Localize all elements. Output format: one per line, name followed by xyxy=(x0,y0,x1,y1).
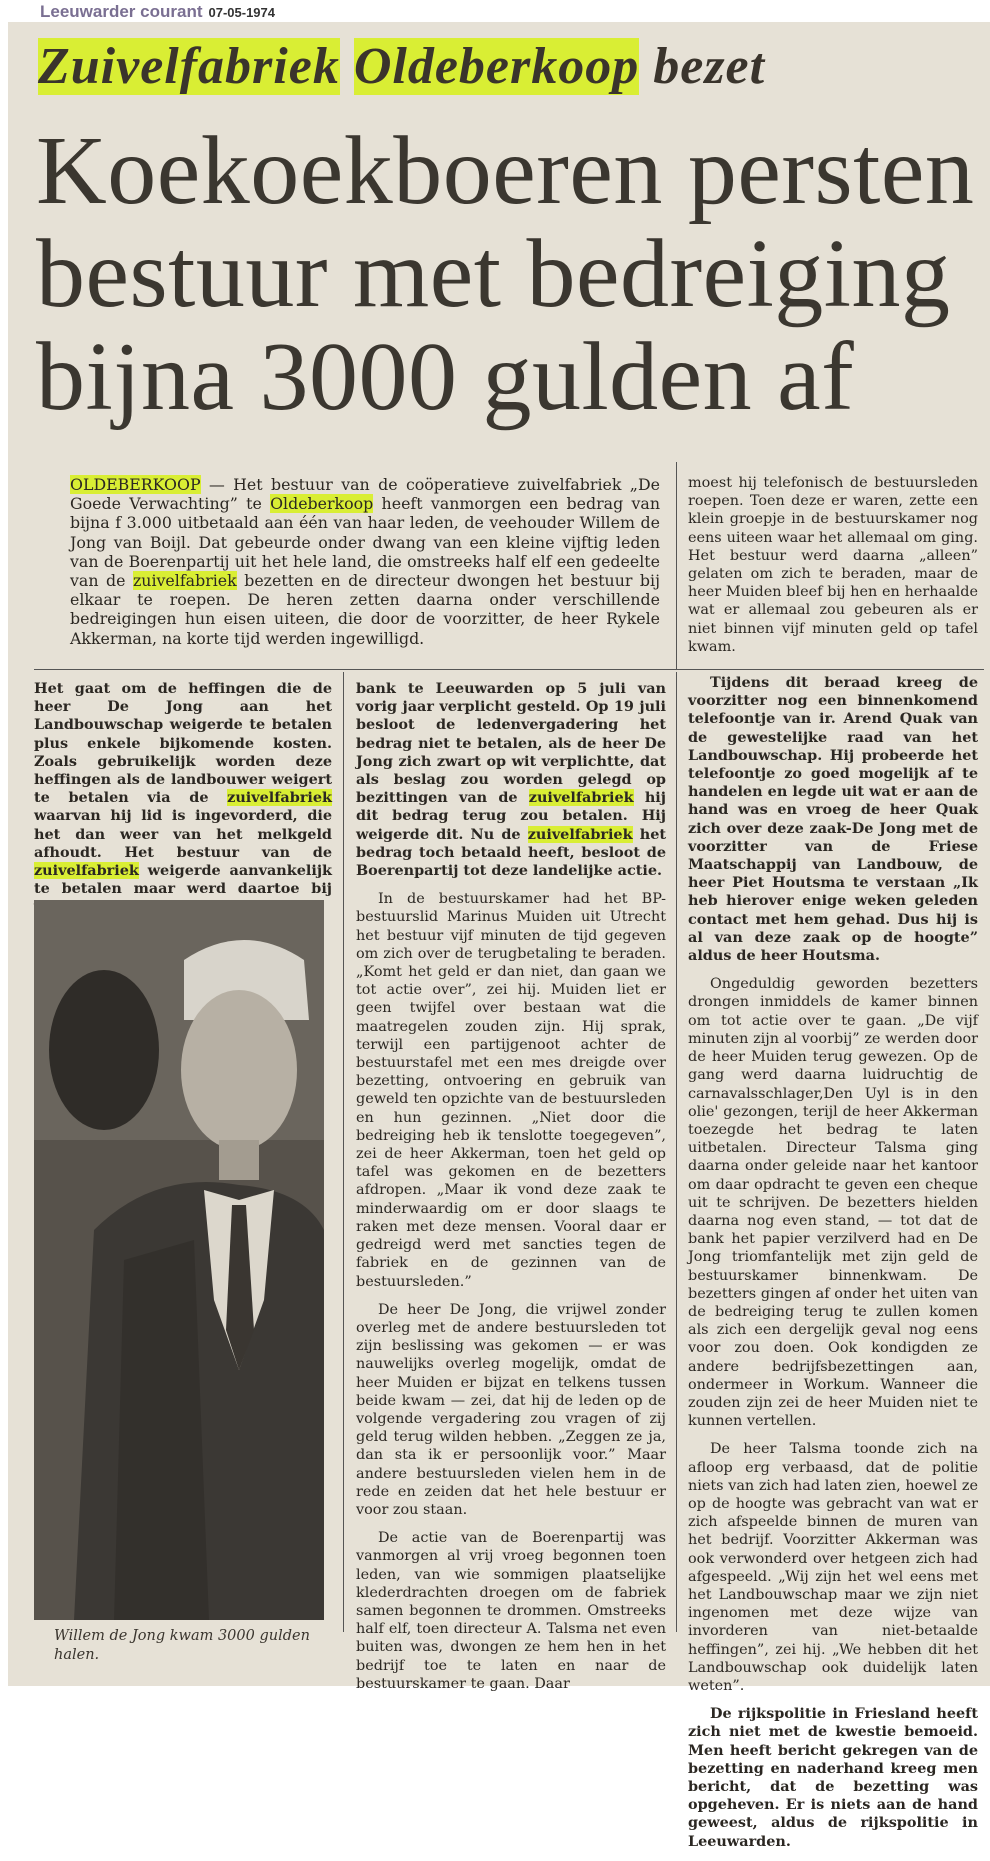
article-paragraph: Ongeduldig geworden bezetters drongen inmiddels de kamer binnen om tot actie over te gaan. „De vijf minuten zijn al voorbij” ze werden door de heer Muiden terug gewezen. Op de gang werd daarna luidruchtig de carnavalsschlager,Den Uyl is in den olie' gezongen, terijl de heer Akkerman toezegde het bedrag te laten uitbetalen. Directeur Talsma ging daarna onder geleide naar het kantoor om daar opdracht te geven een cheque uit te schrijven. De bezetters hielden daarna nog even stand, — tot dat de bank het papier verzilverd had en De Jong triomfantelijk met zijn geld de bestuurskamer binnenkwam. De bezetters gingen af onder het uiten van de bedreiging terug te zullen komen als zich een dergelijk geval nog eens voor zou doen. Ook kondigden ze andere bedrijfsbezettingen aan, ondermeer in Workum. Wanneer die zouden zijn zei de heer Muiden niet te kunnen vertellen. xyxy=(688,976,978,1430)
article-paragraph: moest hij telefonisch de bestuursleden roepen. Toen deze er waren, zette een klein groepje in de bestuurskamer nog eens uiteen waar het allemaal om ging. Het bestuur werd daarna „alleen” gelaten om zich te beraden, maar de heer Muiden bleef bij hen en herhaalde wat er allemaal zou gebeuren als er niet binnen vijf minuten geld op tafel kwam. xyxy=(688,475,978,655)
intro-text: bezetten en de directeur dwongen het bestuur bij elkaar te roepen. De heren zetten daarna onder verschillende bedreigingen hun eisen uiteen, die door de voorzitter, de heer Rykele Akkerman, na korte tijd werden ingewilligd. xyxy=(70,571,660,648)
highlighted-term: zuivelfabriek xyxy=(527,825,633,843)
dateline: OLDEBERKOOP xyxy=(70,475,201,494)
article-paragraph: De heer De Jong, die vrijwel zonder overleg met de andere bestuursleden tot zijn beslissing was gekomen — er was nauwelijks overleg mogelijk, omdat de heer Muiden er bijzat en telkens tussen beide kwam — zei, dat hij de leden op de volgende vergadering zou vragen of zij geld terug wilden hebben. „Zeggen ze ja, dan sta ik er persoonlijk voor.” Maar andere bestuursleden vielen hem in de rede en zeiden dat het hele bestuur er voor zou staan. xyxy=(356,1301,666,1518)
highlighted-term: zuivelfabriek xyxy=(227,789,332,807)
newspaper-clipping xyxy=(8,22,990,1850)
publication-date: 07-05-1974 xyxy=(208,5,275,20)
intro-text: heeft vanmorgen een bedrag van bijna f 3.000 uitbetaald aan één van haar leden, de veehouder Willem de Jong van Boijl. Dat gebeurde onder dwang van een kleine vijftig leden van de Boerenpartij uit het hele land, die omstreeks half elf een gedeelte van de xyxy=(70,494,660,591)
highlighted-term: zuivelfabriek xyxy=(528,789,634,807)
column-1-lead xyxy=(34,680,332,917)
highlighted-term: zuivelfabriek xyxy=(132,571,237,591)
column-3 xyxy=(688,474,978,1861)
masthead xyxy=(40,2,275,22)
main-headline xyxy=(36,117,976,431)
article-paragraph: In de bestuurskamer had het BP-bestuurslid Marinus Muiden uit Utrecht het bestuur vijf minuten de tijd gegeven om zich over de terugbetaling te beraden. „Komt het geld er dan niet, dan gaan we tot actie over”, zei hij. Muiden liet er geen twijfel over bestaan wat die maatregelen zouden zijn. Hij sprak, terwijl een partijgenoot achter de bestuurstafel met een mes dreigde over bezetting, ontvoering en gebruik van geweld ten opzichte van de bestuursleden en hun gezinnen. „Niet door die bedreiging heb ik tenslotte toegegeven”, zei de heer Akkerman, toen het geld op tafel was gekomen en de bezetters afdropen. „Maar ik vond deze zaak te minderwaardig om er door slaags te raken met deze mensen. Vooral daar er gedreigd werd met sancties tegen de fabriek en de gezinnen van de bestuursleden.” xyxy=(356,891,666,1290)
column-rule xyxy=(676,462,677,669)
highlighted-term: Oldeberkoop xyxy=(270,494,374,514)
column-rule xyxy=(343,672,344,1632)
headline-line: bijna 3000 gulden af xyxy=(36,323,855,431)
article-text: Het gaat om de heffingen die de heer De Jong aan het Landbouwschap weigerde te betalen plus enkele bijkomende kosten. Zoals gebruikelijk worden deze heffingen als de landbouwer weigert te betalen via de xyxy=(34,680,332,807)
headline-line: Koekoekboeren persten xyxy=(36,117,975,225)
kicker-word-highlight: Zuivelfabriek xyxy=(38,38,340,95)
article-text: het bedrag toch betaald heeft, besloot de Boerenpartij tot deze landelijke actie. xyxy=(356,825,666,880)
kicker-word: bezet xyxy=(653,38,766,95)
intro-text: — Het bestuur van de coöperatieve zuivelfabriek „De Goede Verwachting” te xyxy=(70,475,660,514)
article-paragraph: De rijkspolitie in Friesland heeft zich niet met de kwestie bemoeid. Men heeft bericht gekregen van de bezetting en naderhand kreeg men bericht, dat de bezetting was opgeheven. Er is niets aan de hand geweest, aldus de rijkspolitie in Leeuwarden. xyxy=(688,1705,978,1850)
article-text: bank te Leeuwarden op 5 juli van vorig jaar verplicht gesteld. Op 19 juli besloot de ledenvergadering het bedrag niet te betalen, als de heer De Jong zich zwart op wit verplichtte, dat als beslag zou worden gelegd op bezittingen van de xyxy=(356,680,666,807)
highlighted-term: zuivelfabriek xyxy=(34,862,139,880)
article-text: hij dit bedrag terug zou betalen. Hij weigerde dit. Nu de xyxy=(356,789,666,843)
article-paragraph: De heer Talsma toonde zich na afloop erg verbaasd, dat de politie niets van zich had laten zien, hoewel ze op de hoogte was gebracht van wat er zich afspeelde binnen de muren van het bedrijf. Voorzitter Akkerman was ook verwonderd over hetgeen zich had afgespeeld. „Wij zijn het wel eens met het Landbouwschap maar we zijn niet ingenomen met deze wijze van invorderen van niet-betaalde heffingen”, zei hij. „We hebben dit het Landbouwschap ook duidelijk laten weten”. xyxy=(688,1441,978,1694)
article-paragraph: De actie van de Boerenpartij was vanmorgen al vrij vroeg begonnen toen leden, van wie sommigen plaatselijke klederdrachten droegen om de fabriek samen begonnen te drommen. Omstreeks half elf, toen directeur A. Talsma net even buiten was, dwongen ze hem hen in het bedrijf toe te laten en naar de bestuurskamer te gaan. Daar xyxy=(356,1530,666,1692)
portrait-photo xyxy=(34,900,324,1620)
photo-illustration xyxy=(34,900,324,1620)
photo-caption: Willem de Jong kwam 3000 gulden halen. xyxy=(54,1628,310,1663)
kicker-headline xyxy=(38,37,765,96)
article-paragraph xyxy=(356,680,666,880)
column-rule xyxy=(676,672,677,1632)
article-text: waarvan hij lid is ingevorderd, die het dan weer van het melkgeld afhoudt. Het bestuur van de xyxy=(34,807,332,861)
headline-line: bestuur met bedreiging xyxy=(36,220,951,328)
newspaper-name: Leeuwarder courant xyxy=(40,2,203,21)
article-text: weigerde aanvankelijk te betalen maar werd daartoe bij xyxy=(34,862,332,898)
article-paragraph: Tijdens dit beraad kreeg de voorzitter nog een binnenkomend telefoontje van ir. Arend Quak van de gewestelijke raad van het Landbouwschap. Hij probeerde het telefoontje zo goed mogelijk af te handelen en legde uit wat er aan de hand was en vroeg de heer Quak zich over deze zaak-De Jong met de voorzitter van de Friese Maatschappij van Landbouw, de heer Piet Houtsma te verstaan „Ik heb hierover enige weken geleden contact met hem gehad. Dus hij is al van deze zaak op de hoogte” aldus de heer Houtsma. xyxy=(688,674,978,965)
kicker-word-highlight: Oldeberkoop xyxy=(353,38,640,95)
column-2 xyxy=(356,680,666,1703)
intro-paragraph xyxy=(70,475,660,648)
